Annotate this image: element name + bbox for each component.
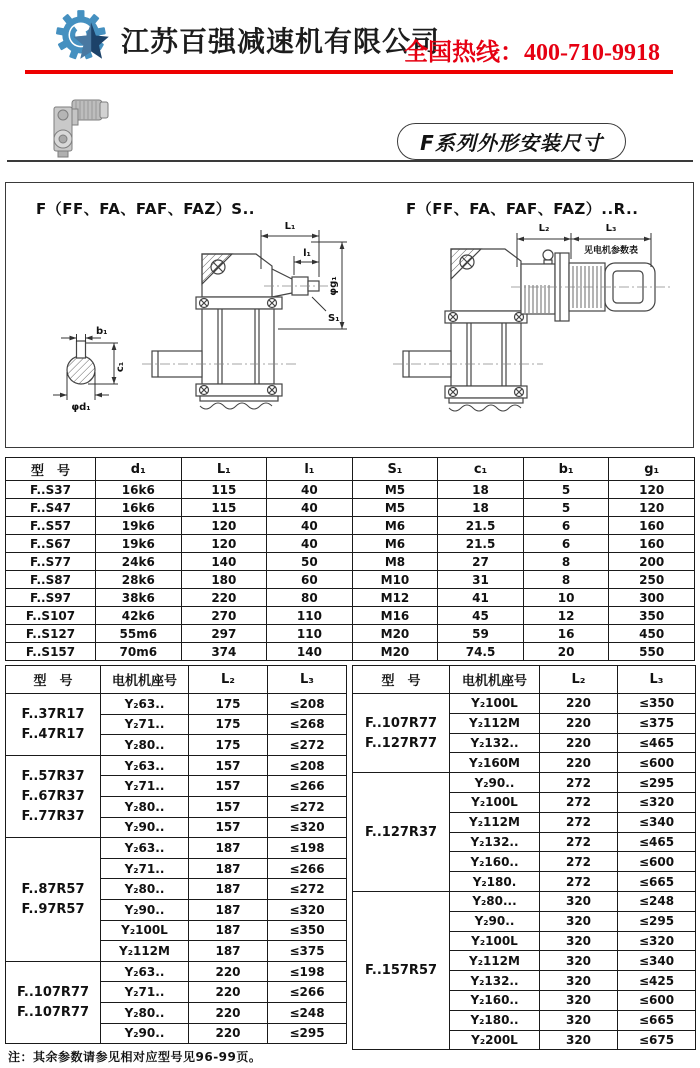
model-label: F..157R57 [364,963,438,979]
cell: 220 [540,733,618,753]
table-row [6,607,695,625]
cell: ≤272 [268,879,347,900]
company-name: 江苏百强减速机有限公司 [121,25,441,58]
table-header-row [6,458,695,481]
cell: 120 [181,517,267,535]
cell: 350 [609,607,695,625]
cell: 220 [540,753,618,773]
cell: Y₂100L [101,920,189,941]
motor-table-left [5,665,347,1044]
cell: F..S77 [6,553,96,571]
cell: Y₂160.. [450,990,540,1010]
cell: 320 [540,971,618,991]
cell: 160 [609,517,695,535]
cell: 115 [181,499,267,517]
cell: 120 [609,481,695,499]
column-header: L₁ [181,458,267,481]
cell: 220 [189,1002,268,1023]
cell: F..S97 [6,589,96,607]
model-label: F..107R77 [16,984,90,1000]
cell: ≤272 [268,796,347,817]
model-label: F..107R77 [16,1004,90,1020]
cell: 31 [438,571,524,589]
cell: F..S47 [6,499,96,517]
cell: 19k6 [96,535,182,553]
cell: Y₂90.. [450,911,540,931]
cell: 320 [540,1010,618,1030]
table-row [353,694,696,714]
model-cell [6,694,101,756]
cell: 550 [609,643,695,661]
cell: Y₂180. [450,872,540,892]
cell: Y₂100L [450,694,540,714]
cell: 16 [523,625,609,643]
cell: Y₂80.. [101,796,189,817]
model-label: F..87R57 [21,881,85,897]
cell: ≤350 [618,694,696,714]
cell: 8 [523,553,609,571]
column-header: 型 号 [6,458,96,481]
cell: 40 [267,535,353,553]
cell: 21.5 [438,535,524,553]
cell: Y₂80.. [101,735,189,756]
cell: 320 [540,911,618,931]
cell: ≤266 [268,776,347,797]
cell: 220 [181,589,267,607]
table-row [6,553,695,571]
cell: 5 [523,499,609,517]
cell: ≤320 [268,899,347,920]
model-label: F..57R37 [21,768,85,784]
hotline-number: 全国热线：400-710-9918 [404,40,660,66]
cell: 175 [189,714,268,735]
column-header: 型 号 [353,666,450,694]
cell: 320 [540,1030,618,1050]
table-row [6,589,695,607]
cell: M10 [352,571,438,589]
cell: Y₂80.. [101,1002,189,1023]
dim-label-c1: c₁ [115,361,126,373]
cell: Y₂63.. [101,755,189,776]
cell: 28k6 [96,571,182,589]
cell: 220 [189,961,268,982]
gearmotor-side-view-drawing [351,209,694,443]
cell: Y₂112M [450,951,540,971]
model-cell [6,961,101,1043]
cell: F..S37 [6,481,96,499]
table-row [353,773,696,793]
cell: 21.5 [438,517,524,535]
cell: ≤600 [618,753,696,773]
cell: ≤266 [268,982,347,1003]
cell: Y₂80... [450,891,540,911]
model-label: F..77R37 [21,808,85,824]
cell: 70m6 [96,643,182,661]
cell: 24k6 [96,553,182,571]
cell: Y₂160M [450,753,540,773]
cell: ≤295 [618,773,696,793]
cell: 220 [189,982,268,1003]
cell: M12 [352,589,438,607]
cell: Y₂63.. [101,694,189,715]
cell: 175 [189,694,268,715]
cell: 250 [609,571,695,589]
cell: 74.5 [438,643,524,661]
cell: ≤350 [268,920,347,941]
cell: 272 [540,773,618,793]
column-header: g₁ [609,458,695,481]
cell: 59 [438,625,524,643]
column-header: L₃ [618,666,696,694]
table-row [6,643,695,661]
cell: Y₂200L [450,1030,540,1050]
cell: Y₂80.. [101,879,189,900]
cell: 115 [181,481,267,499]
model-cell [353,694,450,773]
drawing-panel [5,182,694,448]
motor-note-label: 见电机参数表 [583,246,639,256]
column-header: S₁ [352,458,438,481]
left-drawing-title: F（FF、FA、FAF、FAZ）S.. [36,200,255,218]
cell: 110 [267,625,353,643]
table-row [6,571,695,589]
cell: Y₂160.. [450,852,540,872]
cell: ≤320 [618,931,696,951]
motor-table-right [352,665,696,1050]
cell: Y₂100L [450,792,540,812]
cell: 374 [181,643,267,661]
cell: 175 [189,735,268,756]
cell: 157 [189,776,268,797]
dimension-table [5,457,695,661]
table-row [6,755,347,776]
cell: 45 [438,607,524,625]
cell: 300 [609,589,695,607]
cell: 450 [609,625,695,643]
table-row [6,694,347,715]
cell: 19k6 [96,517,182,535]
cell: 157 [189,796,268,817]
cell: 140 [267,643,353,661]
cell: 320 [540,891,618,911]
cell: 320 [540,951,618,971]
table-header-row [6,666,347,694]
model-label: F..127R37 [364,824,438,840]
footnote: 注：其余参数请参见相对应型号见96-99页。 [8,1050,262,1064]
cell: 187 [189,838,268,859]
cell: ≤198 [268,838,347,859]
cell: ≤375 [618,713,696,733]
cell: 157 [189,817,268,838]
column-header: d₁ [96,458,182,481]
cell: 272 [540,812,618,832]
motor-assembly [521,250,655,321]
dim-label-L2: L₂ [538,223,550,234]
model-cell [6,838,101,962]
cell: Y₂112M [450,713,540,733]
column-header: l₁ [267,458,353,481]
model-cell [353,773,450,892]
gearbox-side-view-drawing [6,209,351,443]
cell: 140 [181,553,267,571]
model-label: F..47R17 [21,726,85,742]
series-title-banner: F系列外形安装尺寸 [397,123,626,160]
cell: 41 [438,589,524,607]
table-row [6,961,347,982]
model-label: F..97R57 [21,901,85,917]
cell: ≤248 [268,1002,347,1023]
cell: 40 [267,499,353,517]
cell: ≤600 [618,990,696,1010]
cell: M6 [352,517,438,535]
model-cell [6,755,101,837]
cell: ≤208 [268,694,347,715]
cell: 12 [523,607,609,625]
cell: 6 [523,535,609,553]
cell: Y₂180.. [450,1010,540,1030]
column-header: L₂ [189,666,268,694]
cell: 157 [189,755,268,776]
cell: 20 [523,643,609,661]
cell: 272 [540,792,618,812]
gearbox-body [152,254,319,409]
model-label: F..67R37 [21,788,85,804]
cell: 272 [540,852,618,872]
cell: F..S67 [6,535,96,553]
cell: M8 [352,553,438,571]
cell: ≤248 [618,891,696,911]
cell: M5 [352,481,438,499]
cell: ≤600 [618,852,696,872]
cell: Y₂112M [101,941,189,962]
cell: 50 [267,553,353,571]
cell: ≤198 [268,961,347,982]
cell: M6 [352,535,438,553]
table-row [6,838,347,859]
cell: ≤340 [618,812,696,832]
cell: 120 [181,535,267,553]
cell: 42k6 [96,607,182,625]
cell: ≤665 [618,872,696,892]
cell: 187 [189,858,268,879]
cell: ≤665 [618,1010,696,1030]
cell: 220 [540,694,618,714]
cell: Y₂132.. [450,971,540,991]
cell: Y₂100L [450,931,540,951]
table-row [6,481,695,499]
cell: 200 [609,553,695,571]
cell: Y₂71.. [101,858,189,879]
model-label: F..107R77 [364,715,438,731]
cell: 60 [267,571,353,589]
cell: 38k6 [96,589,182,607]
cell: Y₂90.. [101,899,189,920]
dim-label-l1: l₁ [303,248,311,259]
cell: M20 [352,643,438,661]
cell: Y₂132.. [450,832,540,852]
cell: Y₂90.. [101,1023,189,1044]
cell: 6 [523,517,609,535]
model-cell [353,891,450,1049]
cell: 297 [181,625,267,643]
dim-label-b1: b₁ [96,326,108,337]
dim-label-g1: φg₁ [328,276,339,296]
cell: Y₂132.. [450,733,540,753]
cell: M5 [352,499,438,517]
table-header-row [353,666,696,694]
cell: 220 [189,1023,268,1044]
cell: ≤465 [618,832,696,852]
cell: 320 [540,990,618,1010]
column-header: L₂ [540,666,618,694]
cell: 40 [267,481,353,499]
cell: F..S107 [6,607,96,625]
column-header: 电机机座号 [101,666,189,694]
cell: Y₂63.. [101,838,189,859]
cell: Y₂90.. [101,817,189,838]
cell: ≤295 [268,1023,347,1044]
cell: 5 [523,481,609,499]
dim-label-d1: φd₁ [71,402,91,413]
cell: 272 [540,872,618,892]
cell: 16k6 [96,499,182,517]
cell: ≤295 [618,911,696,931]
cell: 180 [181,571,267,589]
cell: ≤320 [268,817,347,838]
column-header: 电机机座号 [450,666,540,694]
cell: 40 [267,517,353,535]
table-row [6,625,695,643]
column-header: L₃ [268,666,347,694]
cell: ≤340 [618,951,696,971]
cell: 320 [540,931,618,951]
cell: Y₂112M [450,812,540,832]
cell: 18 [438,499,524,517]
cell: ≤268 [268,714,347,735]
gearbox-body [403,249,527,411]
table-row [353,891,696,911]
cell: 55m6 [96,625,182,643]
cell: 220 [540,713,618,733]
dim-label-S1: S₁ [328,313,340,324]
cell: M20 [352,625,438,643]
cell: 80 [267,589,353,607]
cell: 187 [189,920,268,941]
company-logo gear-star-icon [54,7,116,67]
cell: M16 [352,607,438,625]
cell: 187 [189,899,268,920]
cell: ≤266 [268,858,347,879]
cell: 272 [540,832,618,852]
column-header: c₁ [438,458,524,481]
cell: 187 [189,879,268,900]
cell: 16k6 [96,481,182,499]
cell: F..S127 [6,625,96,643]
table-row [6,499,695,517]
table-row [6,517,695,535]
cell: 120 [609,499,695,517]
table-row [6,535,695,553]
cell: Y₂71.. [101,714,189,735]
section-divider [7,160,693,162]
cell: 187 [189,941,268,962]
cell: F..S87 [6,571,96,589]
cell: ≤320 [618,792,696,812]
cell: 270 [181,607,267,625]
cell: F..S57 [6,517,96,535]
column-header: b₁ [523,458,609,481]
cell: 8 [523,571,609,589]
shaft-cross-section [67,341,95,384]
cell: ≤272 [268,735,347,756]
cell: ≤425 [618,971,696,991]
cell: 10 [523,589,609,607]
cell: 160 [609,535,695,553]
right-drawing-title: F（FF、FA、FAF、FAZ）..R.. [406,200,639,218]
cell: F..S157 [6,643,96,661]
model-label: F..127R77 [364,735,438,751]
cell: ≤675 [618,1030,696,1050]
cell: 18 [438,481,524,499]
cell: Y₂63.. [101,961,189,982]
cell: ≤375 [268,941,347,962]
cell: Y₂71.. [101,982,189,1003]
red-divider [25,70,673,74]
dim-label-L3: L₃ [605,223,617,234]
dim-label-L1: L₁ [284,221,296,232]
cell: Y₂71.. [101,776,189,797]
cell: 110 [267,607,353,625]
cell: ≤208 [268,755,347,776]
column-header: 型 号 [6,666,101,694]
product-photo gearmotor-image [42,95,116,159]
cell: Y₂90.. [450,773,540,793]
model-label: F..37R17 [21,706,85,722]
cell: ≤465 [618,733,696,753]
cell: 27 [438,553,524,571]
